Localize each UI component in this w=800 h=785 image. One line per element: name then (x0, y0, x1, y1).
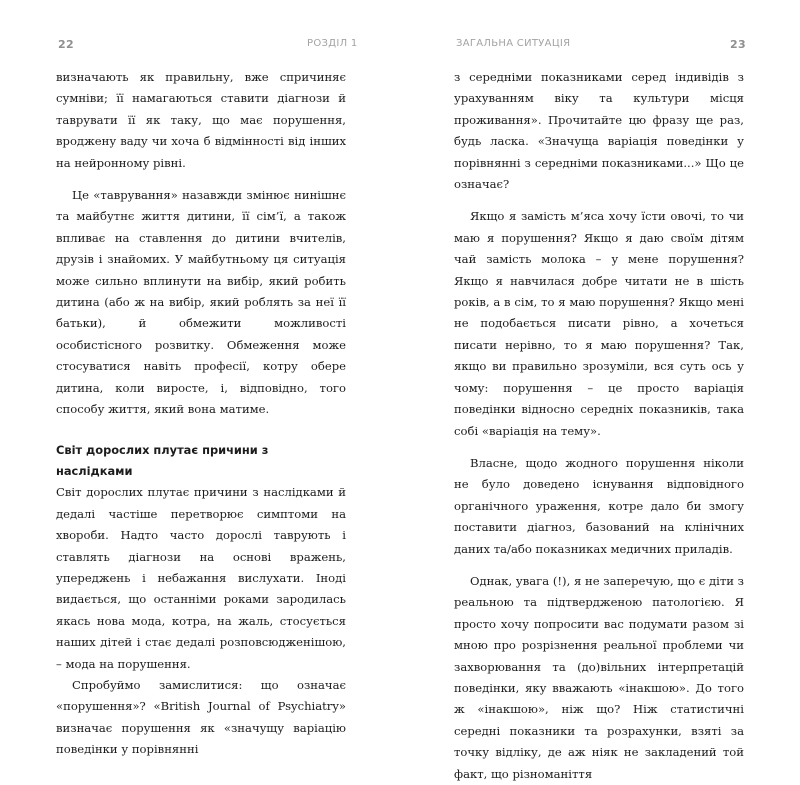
paragraph: Світ дорослих плутає причини з наслідками й дедалі частіше перетворює симптоми на хвороби. Надто часто дорослі таврують і ставлять діагнози на основі вражень, упереджень і небажання вислухати. Іноді видається, що останніми роками зародилась якась нова мода, котра, на жаль, стосується наших дітей і стає дедалі розповсюдженішою, – мода на порушення. (56, 485, 346, 671)
page-number-left: 22 (58, 38, 74, 51)
page-number-right: 23 (730, 38, 746, 51)
left-page-body (56, 67, 346, 761)
left-page (0, 0, 400, 757)
running-head-left: РОЗДІЛ 1 (307, 38, 358, 49)
paragraph: Це «таврування» назавжди змінює нинішнє та майбутнє життя дитини, її сім’ї, а також впливає на ставлення до дитини вчителів, друзів і знайомих. У майбутньому ця ситуація може сильно вплинути на вибір, який робить дитина (або ж на вибір, який роблять за неї її батьки), й обмежити можливості особистісного розвитку. Обмеження може стосуватися навіть професії, котру обере дитина, коли виросте, і, відповідно, того способу життя, який вона матиме. (56, 188, 346, 417)
right-page-body (454, 67, 744, 785)
section-heading: Світ дорослих плутає причини з наслідками (56, 442, 269, 478)
running-head-right: ЗАГАЛЬНА СИТУАЦІЯ (456, 38, 571, 49)
right-page (400, 0, 800, 781)
paragraph: визначають як правильну, вже спричиняє сумніви; її намагаються ставити діагнози й таврувати її як таку, що має порушення, вроджену ваду чи хоча б відмінності від інших на нейронному рівні. (56, 70, 346, 170)
paragraph: з середніми показниками серед індивідів з урахуванням віку та культури місця проживання». Прочитайте цю фразу ще раз, будь ласка. «Значуща варіація поведінки у порівнянні з середніми показниками...» Що це означає? (454, 70, 744, 192)
paragraph: Однак, увага (!), я не заперечую, що є діти з реальною та підтвердженою патологією. Я просто хочу попросити вас подумати разом зі мною про розрізнення реальної проблеми чи захворювання та (до)вільних інтерпретацій поведінки, яку вважають «інакшою». До того ж «інакшою», ніж що? Ніж статистичні середні показники та розрахунки, взяті за точку відліку, де аж ніяк не закладений той факт, що різноманіття (454, 573, 744, 781)
paragraph: Якщо я замість м’яса хочу їсти овочі, то чи маю я порушення? Якщо я даю своїм дітям чай замість молока – у мене порушення? Якщо я навчилася добре читати не в шість років, а в сім, то я маю порушення? Якщо мені не подобається писати рівно, а хочеться писати нерівно, то я маю порушення? Так, якщо ви правильно зрозуміли, вся суть ось у чому: порушення – це просто варіація поведінки відносно середніх показників, така собі «варіація на тему». (454, 209, 744, 438)
paragraph: Власне, щодо жодного порушення ніколи не було доведено існування відповідного органічного ураження, котре дало би змогу поставити діагноз, базований на клінічних даних та/або показниках медичних приладів. (454, 455, 744, 556)
paragraph: Спробуймо замислитися: що означає «порушення»? «British Journal of Psychiatry» визначає порушення як «значущу варіацію поведінки у порівнянні (56, 677, 346, 757)
